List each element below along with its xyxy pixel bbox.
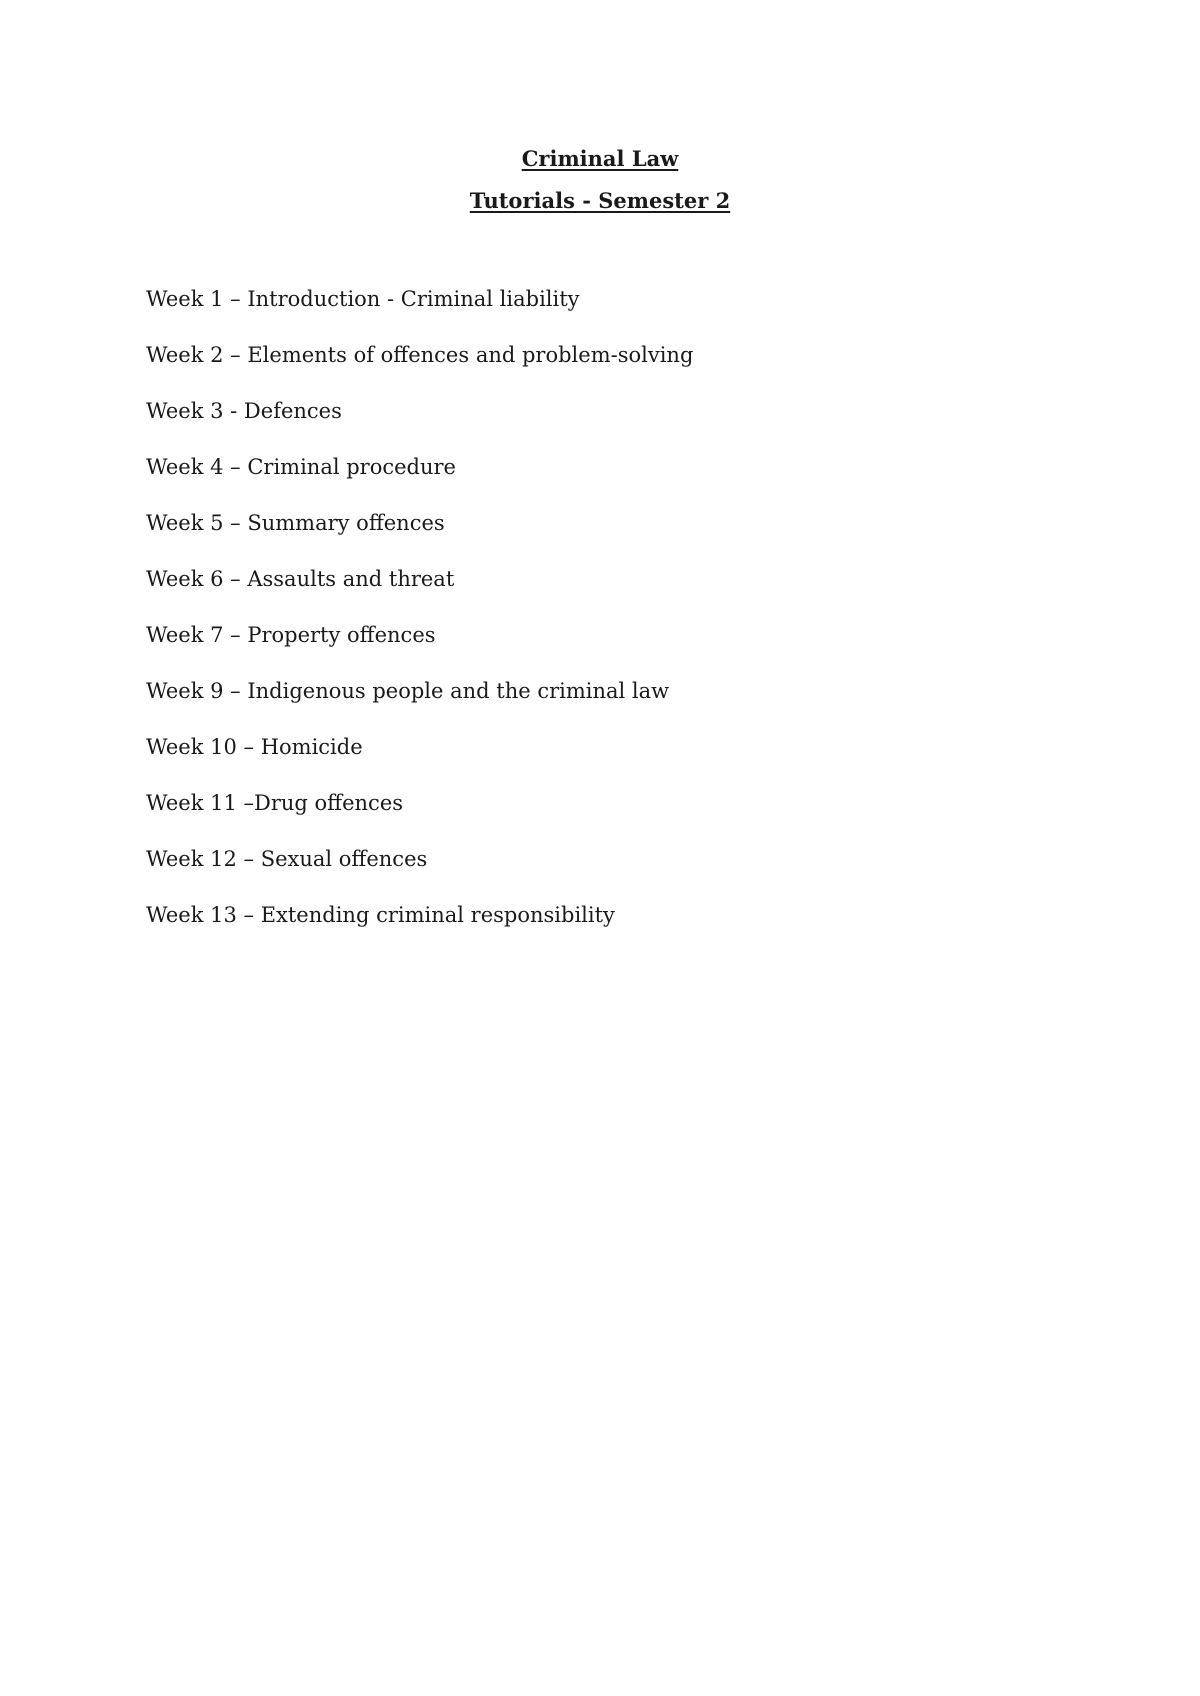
week-item-2: Week 2 – Elements of offences and problem-solving	[146, 343, 694, 367]
week-item-6: Week 6 – Assaults and threat	[146, 567, 455, 591]
week-item-7: Week 7 – Property offences	[146, 623, 436, 647]
week-item-3: Week 3 - Defences	[146, 399, 342, 423]
week-item-4: Week 4 – Criminal procedure	[146, 455, 456, 479]
week-item-11: Week 11 –Drug offences	[146, 791, 404, 815]
week-item-13: Week 13 – Extending criminal responsibility	[146, 903, 615, 927]
week-item-5: Week 5 – Summary offences	[146, 511, 445, 535]
week-item-1: Week 1 – Introduction - Criminal liability	[146, 287, 580, 311]
tutorial-week-list	[146, 287, 693, 959]
document-title: Criminal Law	[521, 146, 679, 171]
week-item-12: Week 12 – Sexual offences	[146, 847, 428, 871]
document-subtitle: Tutorials - Semester 2	[469, 188, 731, 213]
week-item-10: Week 10 – Homicide	[146, 735, 363, 759]
week-item-9: Week 9 – Indigenous people and the criminal law	[146, 679, 670, 703]
